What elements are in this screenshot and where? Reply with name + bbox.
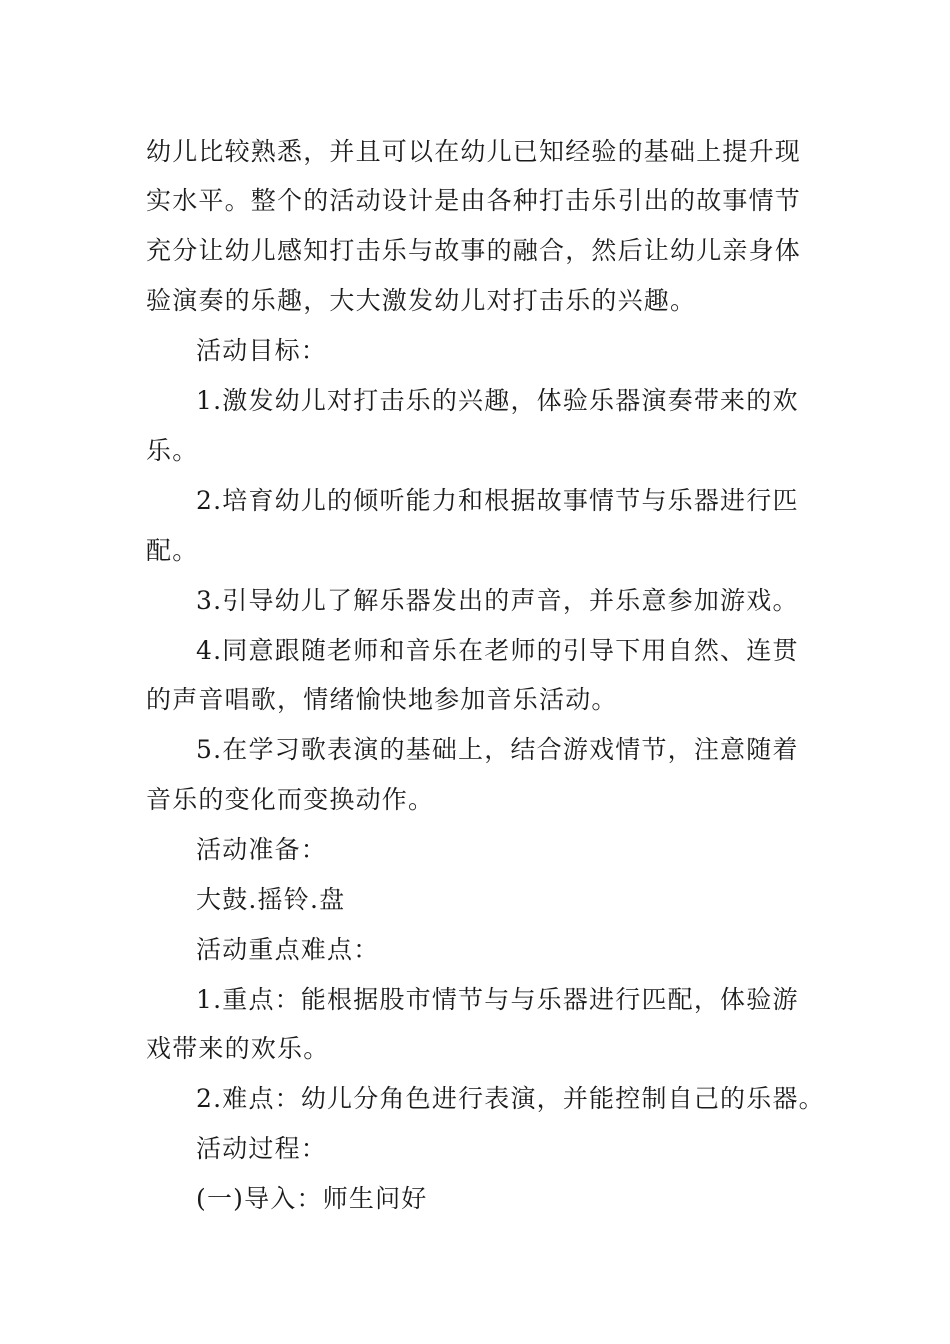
preparation-items: 大鼓.摇铃.盘: [196, 885, 346, 914]
goal-item-3: 3.引导幼儿了解乐器发出的声音，并乐意参加游戏。: [196, 586, 799, 615]
goal-item-1: 1.激发幼儿对打击乐的兴趣，体验乐器演奏带来的欢: [196, 386, 799, 415]
process-step-1: (一)导入：师生问好: [196, 1184, 428, 1213]
section-heading-process: 活动过程：: [196, 1134, 328, 1163]
key-point-item-2: 2.难点：幼儿分角色进行表演，并能控制自己的乐器。: [196, 1084, 825, 1113]
goal-item-5-continued: 音乐的变化而变换动作。: [146, 785, 435, 814]
body-text-line: 验演奏的乐趣，大大激发幼儿对打击乐的兴趣。: [146, 286, 697, 315]
section-heading-preparation: 活动准备：: [196, 835, 328, 864]
goal-item-1-continued: 乐。: [146, 436, 199, 465]
goal-item-4-continued: 的声音唱歌，情绪愉快地参加音乐活动。: [146, 685, 618, 714]
section-heading-key-points: 活动重点难点：: [196, 935, 380, 964]
goal-item-5: 5.在学习歌表演的基础上，结合游戏情节，注意随着: [196, 735, 799, 764]
key-point-item-1-continued: 戏带来的欢乐。: [146, 1034, 330, 1063]
goal-item-4: 4.同意跟随老师和音乐在老师的引导下用自然、连贯: [196, 636, 799, 665]
key-point-item-1: 1.重点：能根据股市情节与与乐器进行匹配，体验游: [196, 985, 799, 1014]
goal-item-2-continued: 配。: [146, 536, 199, 565]
section-heading-goals: 活动目标：: [196, 336, 328, 365]
body-text-line: 幼儿比较熟悉，并且可以在幼儿已知经验的基础上提升现: [146, 137, 802, 166]
body-text-line: 充分让幼儿感知打击乐与故事的融合，然后让幼儿亲身体: [146, 236, 802, 265]
body-text-line: 实水平。整个的活动设计是由各种打击乐引出的故事情节: [146, 186, 802, 215]
goal-item-2: 2.培育幼儿的倾听能力和根据故事情节与乐器进行匹: [196, 486, 799, 515]
